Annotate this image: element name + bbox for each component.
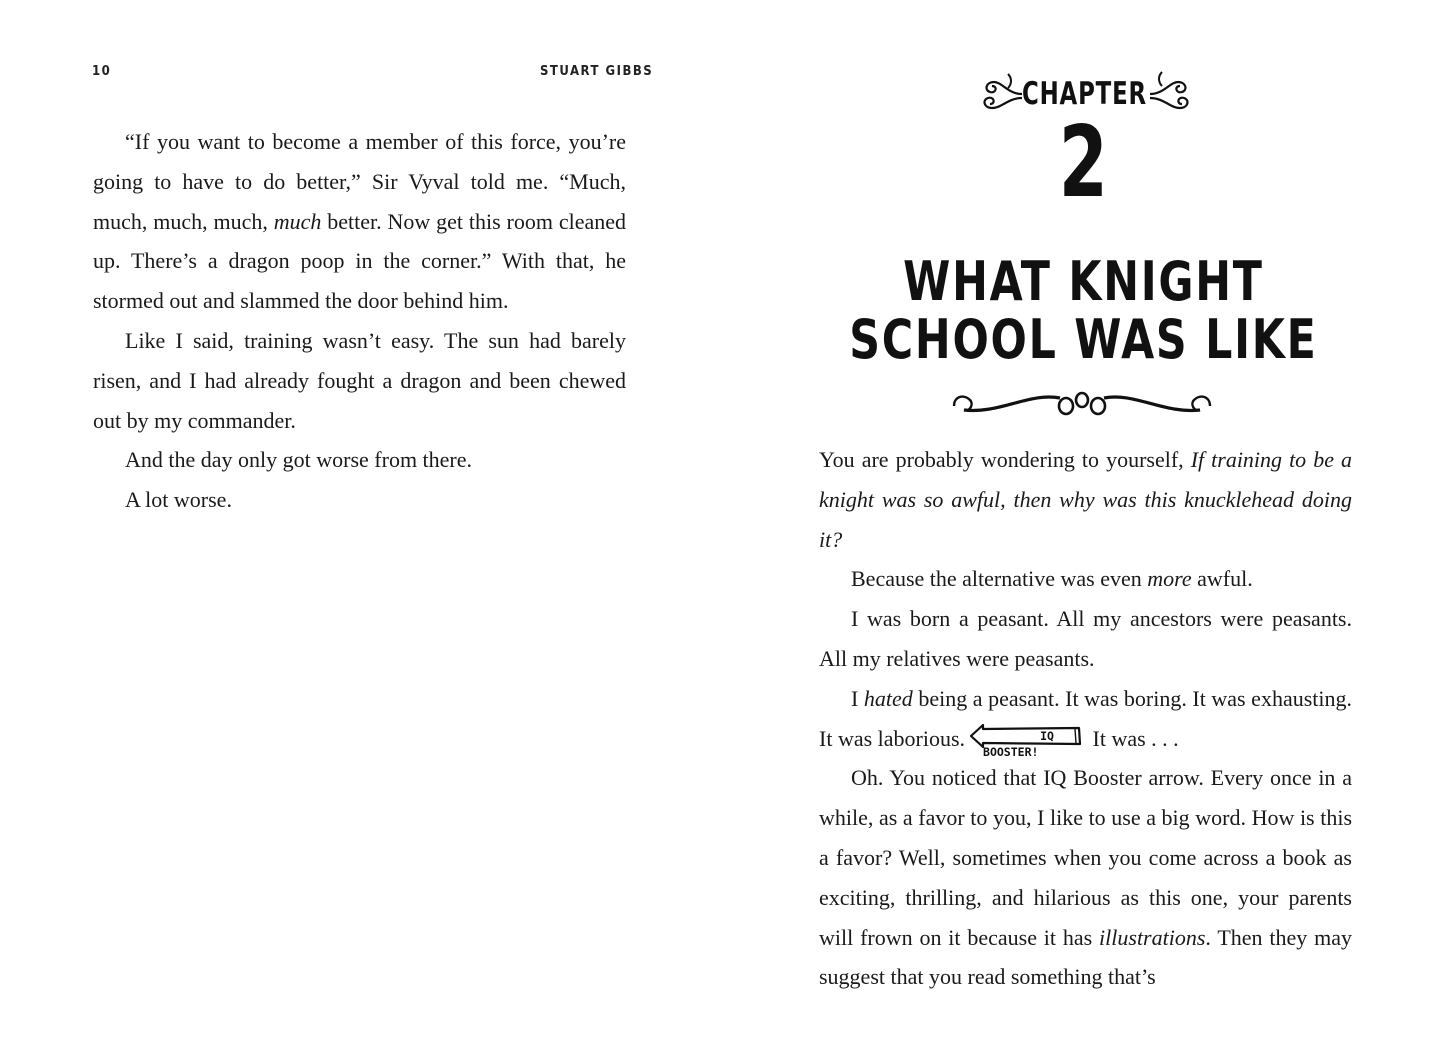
paragraph: And the day only got worse from there. bbox=[125, 447, 473, 473]
italic-emphasis: much bbox=[273, 208, 322, 234]
iq-booster-label: IQ BOOSTER! bbox=[983, 728, 1054, 759]
text-run: . Then they may suggest that you read something that’s bbox=[819, 924, 1352, 990]
paragraph: A lot worse. bbox=[125, 487, 232, 513]
paragraph bbox=[819, 559, 1352, 599]
page-number: 10 bbox=[92, 64, 112, 79]
text-run: awful. bbox=[1191, 566, 1253, 592]
running-head-author: STUART GIBBS bbox=[540, 64, 654, 79]
left-page bbox=[0, 0, 722, 1060]
text-run: It was . . . bbox=[1087, 725, 1179, 751]
right-page bbox=[722, 0, 1445, 1060]
left-body-text bbox=[93, 122, 626, 520]
text-run: “If you want to become a member of this force, you’re going to have to do better,” Sir Vyval told me. “Much, much, much, much, bbox=[93, 129, 626, 234]
text-run: Oh. You noticed that IQ Booster arrow. Every once in a while, as a favor to you, I like to use a big word. How is this a favor? Well, sometimes when you come across a book as exciting, thrilling, and hilarious as this one, your parents will frown on it because it has bbox=[819, 765, 1352, 950]
italic-emphasis: hated bbox=[863, 685, 913, 711]
chapter-title-line-2: SCHOOL WAS LIKE bbox=[849, 308, 1318, 371]
chapter-label: CHAPTER bbox=[1022, 76, 1147, 112]
paragraph bbox=[819, 440, 1352, 559]
paragraph bbox=[819, 679, 1352, 759]
italic-emphasis: more bbox=[1147, 566, 1192, 592]
paragraph bbox=[819, 758, 1352, 997]
italic-emphasis: illustrations bbox=[1099, 924, 1206, 950]
iq-booster-arrow bbox=[969, 723, 1083, 759]
ornament-divider-icon bbox=[950, 384, 1214, 424]
right-body-text bbox=[819, 440, 1352, 997]
chapter-number: 2 bbox=[1058, 106, 1108, 220]
paragraph bbox=[93, 122, 626, 321]
text-run: You are probably wondering to yourself, bbox=[819, 447, 1191, 472]
italic-emphasis: If training to be a knight was so awful, then why was this knucklehead doing it? bbox=[819, 447, 1352, 552]
text-run: better. Now get this room cleaned up. There’s a dragon poop in the corner.” With that, he stormed out and slammed the door behind him. bbox=[93, 208, 626, 314]
text-run: being a peasant. It was boring. It was exhausting. It was laborious. bbox=[819, 685, 1352, 751]
paragraph: Like I said, training wasn’t easy. The sun had barely risen, and I had already fought a dragon and been chewed out by my commander. bbox=[93, 327, 626, 433]
text-run: Because the alternative was even bbox=[851, 566, 1148, 592]
text-run: I bbox=[851, 685, 864, 711]
paragraph: I was born a peasant. All my ancestors were peasants. All my relatives were peasants. bbox=[819, 606, 1352, 671]
chapter-title-line-1: WHAT KNIGHT bbox=[903, 250, 1264, 313]
